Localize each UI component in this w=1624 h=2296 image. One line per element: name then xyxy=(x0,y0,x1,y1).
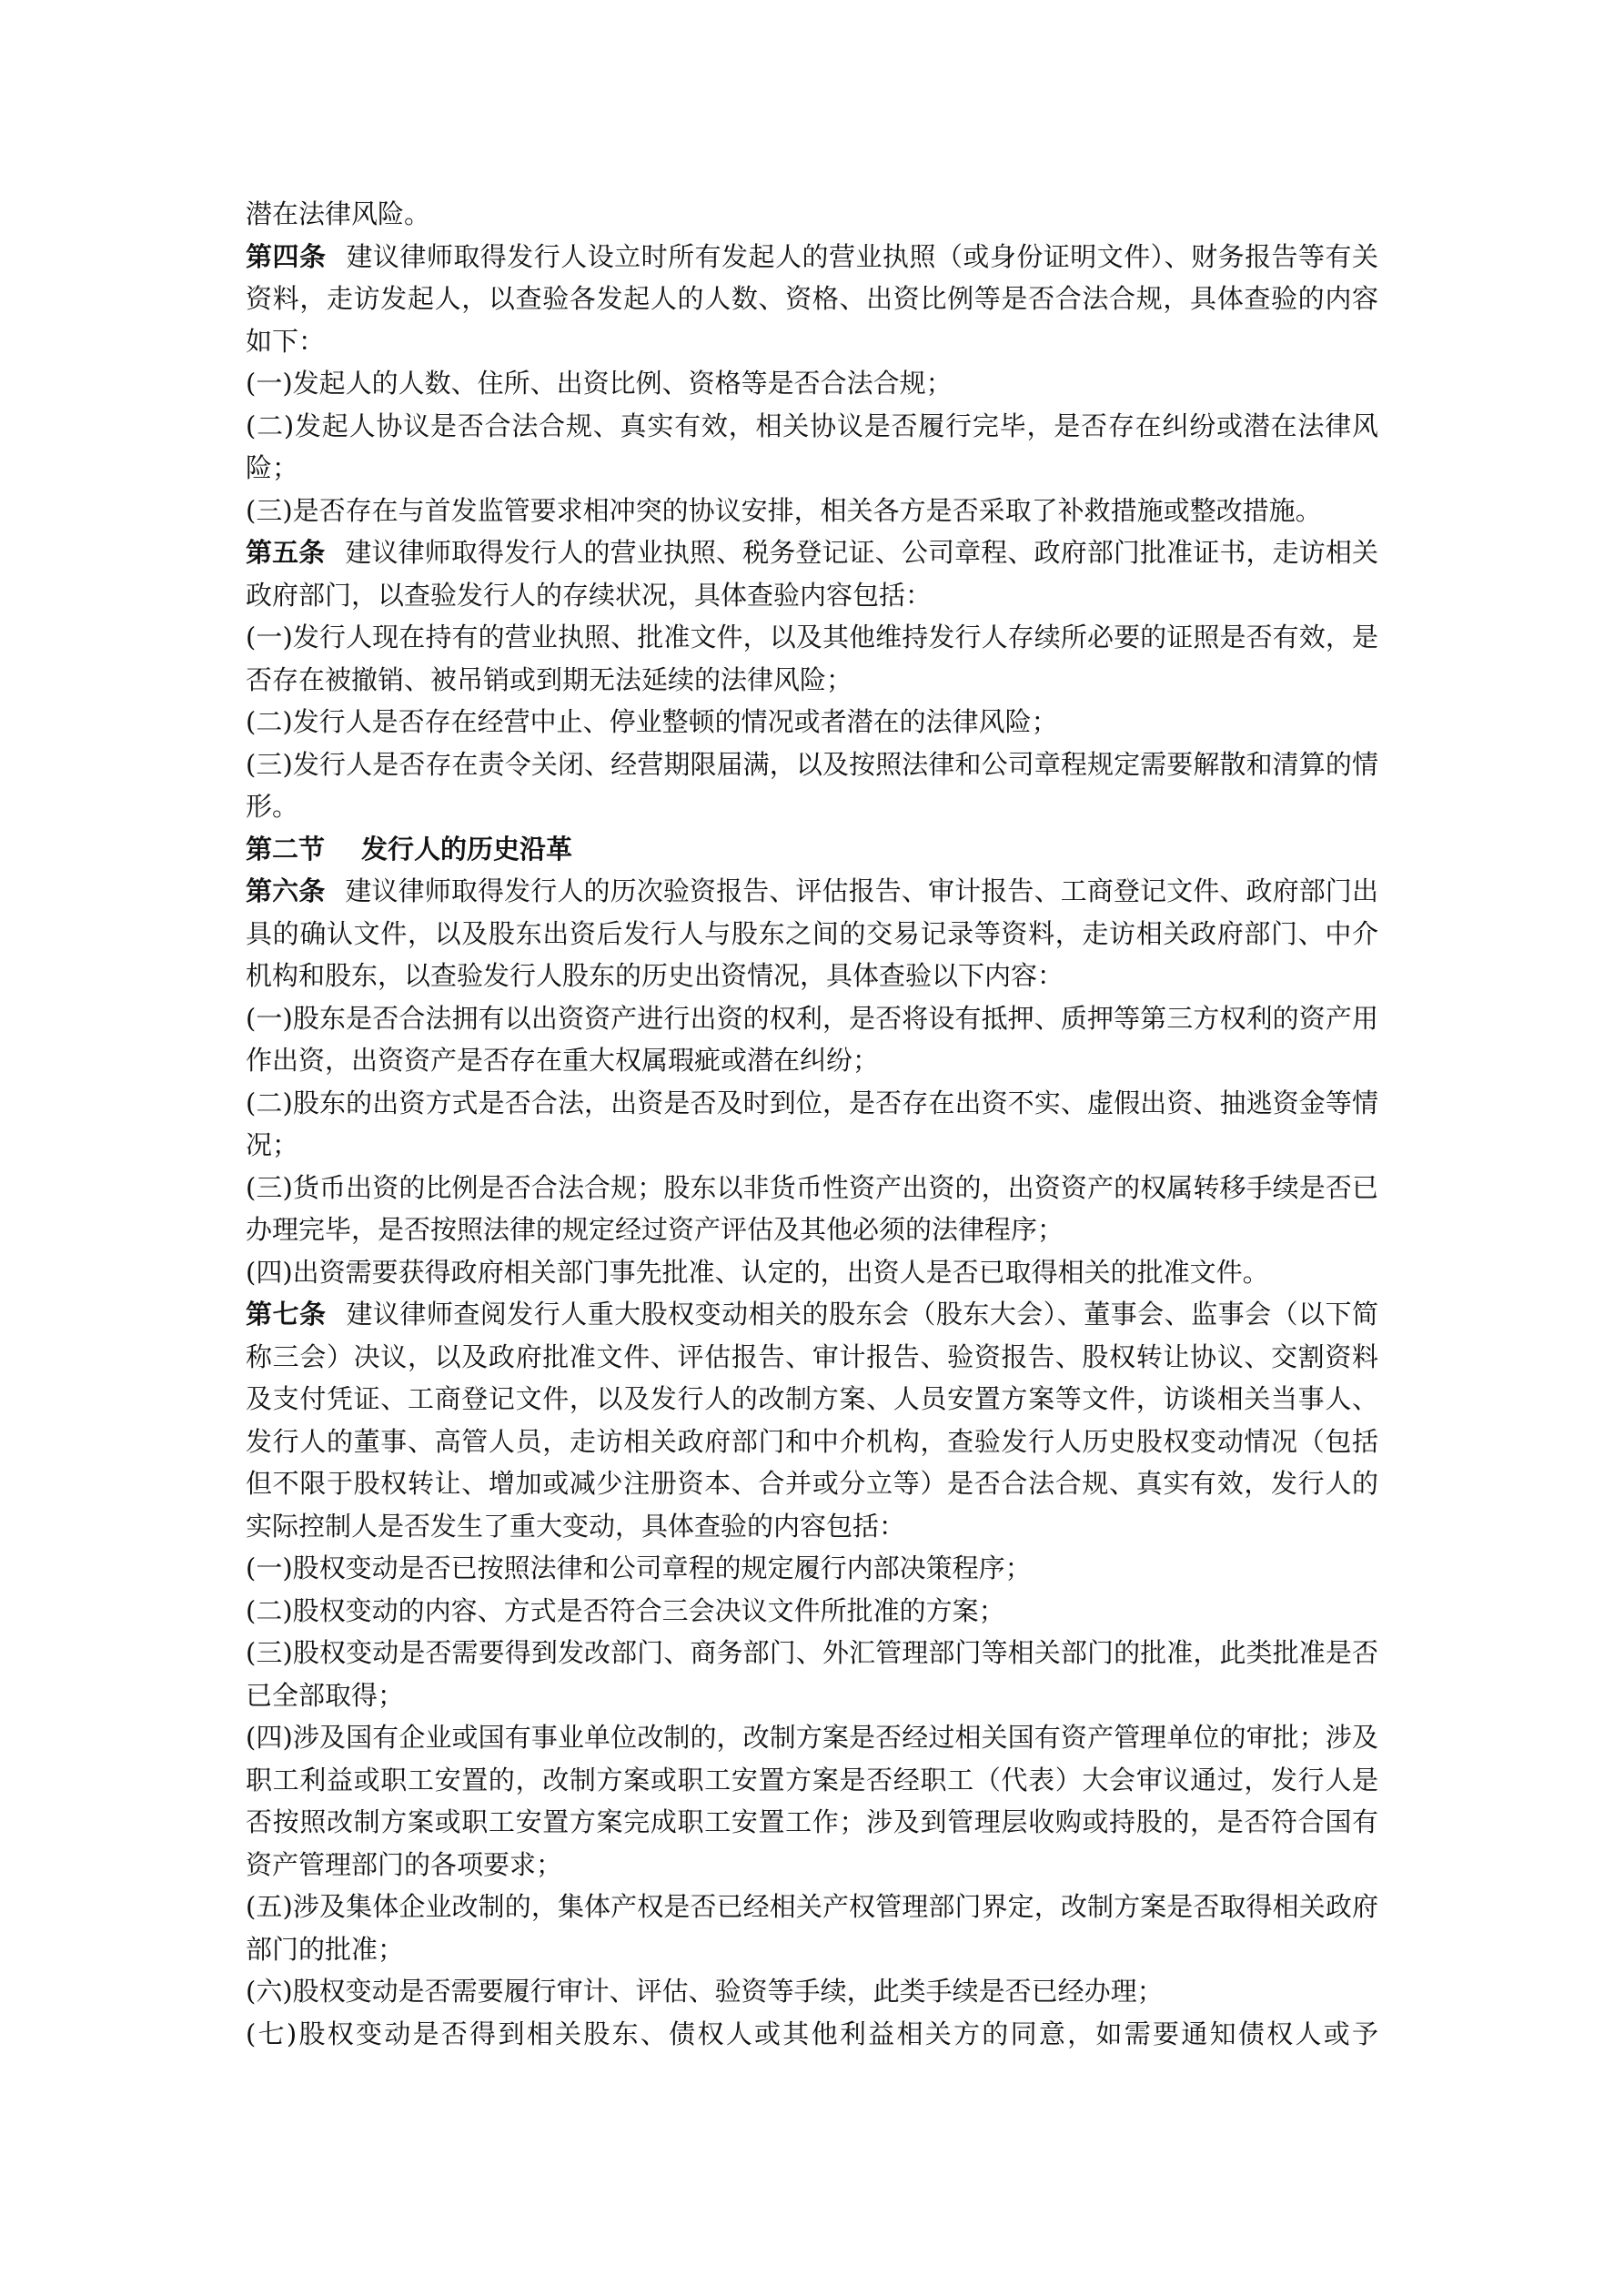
paragraph-text: (七)股权变动是否得到相关股东、债权人或其他利益相关方的同意，如需要通知债权人或予 xyxy=(246,2018,1378,2049)
paragraph-text: 建议律师取得发行人的历次验资报告、评估报告、审计报告、工商登记文件、政府部门出具的确认文件，以及股东出资后发行人与股东之间的交易记录等资料，走访相关政府部门、中介机构和股东，以查验发行人股东的历史出资情况，具体查验以下内容： xyxy=(246,875,1378,991)
body-paragraph xyxy=(246,1716,1378,1886)
body-paragraph xyxy=(246,616,1378,701)
article-paragraph xyxy=(246,1293,1378,1547)
paragraph-text: (一)发行人现在持有的营业执照、批准文件，以及其他维持发行人存续所必要的证照是否有效，是否存在被撤销、被吊销或到期无法延续的法律风险； xyxy=(246,622,1378,695)
body-paragraph xyxy=(246,490,1378,532)
article-label: 第四条 xyxy=(246,240,327,272)
article-label: 第五条 xyxy=(246,537,326,568)
paragraph-text: 建议律师查阅发行人重大股权变动相关的股东会（股东大会）、董事会、监事会（以下简称三会）决议，以及政府批准文件、评估报告、审计报告、验资报告、股权转让协议、交割资料及支付凭证、工商登记文件，以及发行人的改制方案、人员安置方案等文件，访谈相关当事人、发行人的董事、高管人员，走访相关政府部门和中介机构，查验发行人历史股权变动情况（包括但不限于股权转让、增加或减少注册资本、合并或分立等）是否合法合规、真实有效，发行人的实际控制人是否发生了重大变动，具体查验的内容包括： xyxy=(246,1299,1378,1542)
paragraph-text: (一)股东是否合法拥有以出资资产进行出资的权利，是否将设有抵押、质押等第三方权利的资产用作出资，出资资产是否存在重大权属瑕疵或潜在纠纷； xyxy=(246,1002,1378,1076)
paragraph-text: (三)发行人是否存在责令关闭、经营期限届满，以及按照法律和公司章程规定需要解散和清算的情形。 xyxy=(246,748,1378,822)
body-paragraph xyxy=(246,1886,1378,1970)
section-title: 发行人的历史沿革 xyxy=(361,833,573,865)
body-paragraph xyxy=(246,1547,1378,1590)
paragraph-text: 建议律师取得发行人的营业执照、税务登记证、公司章程、政府部门批准证书，走访相关政府部门，以查验发行人的存续状况，具体查验内容包括： xyxy=(246,537,1378,611)
body-paragraph xyxy=(246,1590,1378,1633)
paragraph-text: (五)涉及集体企业改制的，集体产权是否已经相关产权管理部门界定，改制方案是否取得相关政府部门的批准； xyxy=(246,1891,1378,1965)
paragraph-text: (三)股权变动是否需要得到发改部门、商务部门、外汇管理部门等相关部门的批准，此类批准是否已全部取得； xyxy=(246,1637,1378,1711)
section-heading xyxy=(246,828,1378,871)
body-paragraph xyxy=(246,1632,1378,1716)
section-label: 第二节 xyxy=(246,833,326,865)
paragraph-text: (一)发起人的人数、住所、出资比例、资格等是否合法合规； xyxy=(246,368,953,399)
paragraph-text: (二)股权变动的内容、方式是否符合三会决议文件所批准的方案； xyxy=(246,1594,1005,1626)
paragraph-text: (二)发起人协议是否合法合规、真实有效，相关协议是否履行完毕，是否存在纠纷或潜在法律风险； xyxy=(246,410,1378,483)
paragraph-text: (四)出资需要获得政府相关部门事先批准、认定的，出资人是否已取得相关的批准文件。 xyxy=(246,1256,1269,1288)
body-paragraph xyxy=(246,701,1378,743)
article-paragraph xyxy=(246,236,1378,363)
paragraph-text: (四)涉及国有企业或国有事业单位改制的，改制方案是否经过相关国有资产管理单位的审批；涉及职工利益或职工安置的，改制方案或职工安置方案是否经职工（代表）大会审议通过，发行人是否按照改制方案或职工安置方案完成职工安置工作；涉及到管理层收购或持股的，是否符合国有资产管理部门的各项要求； xyxy=(246,1722,1378,1880)
document-body xyxy=(246,193,1378,2055)
body-paragraph xyxy=(246,193,1378,236)
body-paragraph xyxy=(246,1082,1378,1167)
body-paragraph xyxy=(246,405,1378,490)
paragraph-text: (六)股权变动是否需要履行审计、评估、验资等手续，此类手续是否已经办理； xyxy=(246,1976,1164,2007)
article-label: 第六条 xyxy=(246,875,326,906)
paragraph-text: (一)股权变动是否已按照法律和公司章程的规定履行内部决策程序； xyxy=(246,1553,1032,1583)
body-paragraph xyxy=(246,1251,1378,1294)
body-paragraph xyxy=(246,743,1378,828)
article-paragraph xyxy=(246,531,1378,616)
paragraph-text: (三)货币出资的比例是否合法合规；股东以非货币性资产出资的，出资资产的权属转移手续是否已办理完毕，是否按照法律的规定经过资产评估及其他必须的法律程序； xyxy=(246,1171,1378,1245)
paragraph-text: (三)是否存在与首发监管要求相冲突的协议安排，相关各方是否采取了补救措施或整改措施。 xyxy=(246,494,1322,526)
article-paragraph xyxy=(246,870,1378,997)
paragraph-text: (二)发行人是否存在经营中止、停业整顿的情况或者潜在的法律风险； xyxy=(246,706,1058,737)
article-label: 第七条 xyxy=(246,1299,327,1330)
paragraph-text: 潜在法律风险。 xyxy=(246,198,431,229)
body-paragraph xyxy=(246,997,1378,1082)
body-paragraph xyxy=(246,1167,1378,1251)
paragraph-text: (二)股东的出资方式是否合法，出资是否及时到位，是否存在出资不实、虚假出资、抽逃资金等情况； xyxy=(246,1087,1378,1160)
paragraph-text: 建议律师取得发行人设立时所有发起人的营业执照（或身份证明文件）、财务报告等有关资料，走访发起人，以查验各发起人的人数、资格、出资比例等是否合法合规，具体查验的内容如下： xyxy=(246,240,1378,357)
body-paragraph xyxy=(246,362,1378,405)
body-paragraph xyxy=(246,2013,1378,2056)
body-paragraph xyxy=(246,1970,1378,2013)
